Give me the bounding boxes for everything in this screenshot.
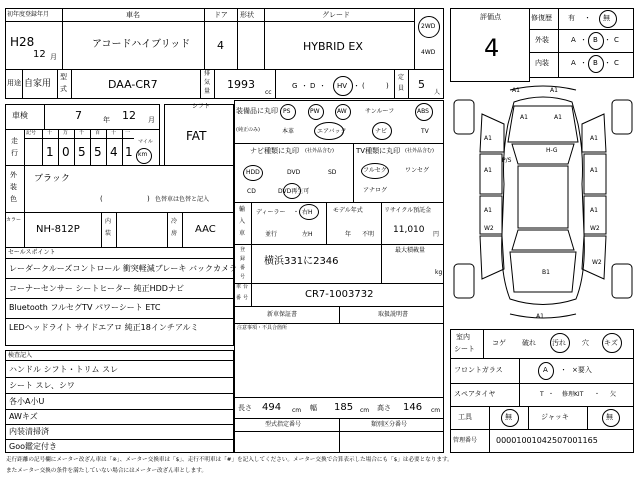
equip-sunroof: サンルーフ <box>365 108 395 115</box>
shape-label: 形状 <box>240 11 254 19</box>
mark-a1-right-door-rear: A1 <box>590 207 598 214</box>
length-cm: cm <box>292 407 302 414</box>
footer-line-1: 走行距離の記号欄にメーター改ざん車は「※」、メーター交換車は「$」、走行不明車は「#」を記入してください。メーター交換で合算表示した場合にも「$」は必要となります。 <box>6 457 453 463</box>
grade-value: HYBRID EX <box>303 40 363 53</box>
equip-ps: PS <box>283 108 291 115</box>
width-label: 幅 <box>310 404 317 412</box>
use-label: 用途 <box>7 79 21 87</box>
first-reg-month: 12 <box>33 49 46 60</box>
nav-note: (社外品含む) <box>305 148 334 154</box>
fuel-d: D <box>310 82 316 90</box>
shift-label: シフト <box>192 103 211 110</box>
model-value: DAA-CR7 <box>108 78 158 91</box>
mark-ps: P/S <box>502 157 512 164</box>
warranty-new: 新車保証書 <box>267 311 298 318</box>
import-left-h: 左H <box>302 231 313 238</box>
fuel-dot-3: ・ <box>353 82 360 90</box>
fuel-dot-1: ・ <box>301 82 308 90</box>
ext-b: B <box>593 36 598 44</box>
mark-b1-trunk: B1 <box>542 269 550 276</box>
exterior-label-3: 色 <box>10 195 17 203</box>
jack-value: 無 <box>606 413 613 421</box>
import-dealer: ディーラー <box>256 209 286 216</box>
glass-dot: ・ <box>560 366 567 374</box>
capacity: 5 <box>418 78 425 91</box>
exterior-label-2: 装 <box>10 183 17 191</box>
max-load-label: 最大積載量 <box>395 247 426 254</box>
checker-line-6: Goo鑑定付き <box>9 442 57 451</box>
import-label-3: 車 <box>239 230 246 237</box>
seat-tear: 破れ <box>522 339 536 347</box>
tools-value: 無 <box>505 413 512 421</box>
sales-points-label: セールスポイント <box>8 249 56 256</box>
width-value: 185 <box>334 402 354 413</box>
mileage-digit-4: 5 <box>94 145 102 159</box>
use-value: 自家用 <box>24 79 52 89</box>
model-year-unit: 年 <box>345 231 352 238</box>
length-value: 494 <box>262 402 282 413</box>
glass-replace: ×要入 <box>572 366 592 374</box>
cc-unit: cc <box>265 89 272 96</box>
recycle-yen: 円 <box>433 231 440 238</box>
mark-w2-rear: W2 <box>592 259 602 266</box>
door-label: ドア <box>214 11 228 19</box>
length-label: 長さ <box>238 404 252 412</box>
color-code-label: カラー <box>6 217 22 223</box>
first-reg-label: 初年度登録年月 <box>7 11 50 18</box>
equip-tv: TV <box>421 128 429 135</box>
nav-title: ナビ種類に丸印 <box>250 147 299 155</box>
ext-dot-1: ・ <box>580 36 587 44</box>
checker-line-1: ハンドル シフト・トリム スレ <box>9 365 119 374</box>
mileage-head-10man: 十 <box>47 130 53 136</box>
ext-a: A <box>571 36 576 44</box>
equipment-subtitle: (純正のみ) <box>236 127 260 133</box>
score-label: 評価点 <box>480 13 501 21</box>
disp-label-1: 排 <box>204 70 211 77</box>
displacement: 1993 <box>227 78 255 91</box>
reg-label-4: 号 <box>240 274 246 280</box>
int-a: A <box>571 59 576 67</box>
max-load-kg: kg <box>435 269 443 276</box>
inspection-month-unit: 月 <box>148 116 155 124</box>
front-glass-label: フロントガラス <box>454 366 503 374</box>
jack-label: ジャッキ <box>541 413 569 421</box>
equipment-title: 装備品に丸印 <box>236 107 278 115</box>
mark-w2-right: W2 <box>590 225 600 232</box>
exterior-label-1: 外 <box>10 171 17 179</box>
type-approval-label: 型式指定番号 <box>265 421 302 428</box>
reg-label-2: 録 <box>240 256 246 262</box>
mileage-label-1: 走 <box>11 137 18 145</box>
mgmt-value: 00001001042507001165 <box>496 436 598 445</box>
nav-dvd-play: DVD再生可 <box>278 188 310 195</box>
tv-fullseg: フルセグ <box>363 167 387 174</box>
fuel-paren-open: ( <box>362 82 365 90</box>
fuel-hv: HV <box>337 82 348 90</box>
mileage-digit-3: 5 <box>78 145 86 159</box>
chassis-label-1: 車 <box>236 284 242 290</box>
repair-dot: ・ <box>584 14 591 22</box>
mark-a1-left-fender: A1 <box>484 135 492 142</box>
ac-value: AAC <box>195 224 216 235</box>
repair-yes: 有 <box>568 14 575 22</box>
mark-a1-right-fender: A1 <box>590 135 598 142</box>
fuel-g: G <box>292 82 298 90</box>
mark-hg: H-G <box>546 147 558 154</box>
mileage-head-sen: 千 <box>79 130 85 136</box>
spare-dot-2: ・ <box>594 391 601 398</box>
width-cm: cm <box>360 407 370 414</box>
checker-line-4: AWキズ <box>9 412 38 421</box>
nav-cd: CD <box>247 188 256 195</box>
reg-number: 横浜331に2346 <box>264 256 339 267</box>
nav-dvd: DVD <box>287 169 301 176</box>
import-dot: ・ <box>293 209 300 216</box>
grade-label: グレード <box>322 11 350 19</box>
exterior-note: 色替車は色替と記入 <box>155 196 210 203</box>
model-label-2: 式 <box>60 85 67 93</box>
tv-oneseg: ワンセグ <box>405 167 430 174</box>
warranty-manual: 取扱説明書 <box>378 311 409 318</box>
import-right-h: 右H <box>302 209 313 216</box>
mark-a1-hood-left: A1 <box>520 114 528 121</box>
person-unit: 人 <box>434 89 441 96</box>
disp-label-3: 量 <box>204 88 211 95</box>
spare-kit: 修理KIT <box>562 391 584 398</box>
interior-label-2: 装 <box>105 230 112 237</box>
seat-hole: 穴 <box>582 339 589 347</box>
reg-label-3: 番 <box>240 265 246 271</box>
ext-c: C <box>614 36 619 44</box>
interior-cell <box>116 212 168 248</box>
mileage-unit-km: km <box>138 151 148 158</box>
import-label-2: 入 <box>239 218 246 225</box>
checker-line-5: 内装清掃済 <box>9 427 49 436</box>
seat-label-2: シート <box>454 345 475 353</box>
glass-a: A <box>543 366 548 374</box>
mileage-head-ichi: 一 <box>125 130 131 136</box>
equip-pw: PW <box>310 108 320 115</box>
equip-airbag: エアバック <box>317 128 347 135</box>
nav-hdd: HDD <box>246 169 260 176</box>
month-unit: 月 <box>50 53 57 61</box>
fuel-dot-2: ・ <box>319 82 326 90</box>
mileage-label-2: 行 <box>11 149 18 157</box>
inspection-label: 車検 <box>12 111 28 120</box>
disp-label-2: 気 <box>204 79 211 86</box>
int-label: 内装 <box>535 59 549 67</box>
caution-label: 注意事項・不具合箇所 <box>237 325 288 331</box>
mark-a1-front-bumper-2: A1 <box>550 87 558 94</box>
model-year-label: モデル年式 <box>333 207 363 214</box>
cap-label-2: 員 <box>398 85 405 92</box>
height-value: 146 <box>403 402 423 413</box>
sales-line-4: LEDヘッドライト サイドエアロ 純正18インチアルミ <box>9 323 199 332</box>
recycle-value: 11,010 <box>393 225 425 235</box>
tv-analog: アナログ <box>363 187 388 194</box>
equip-aw: AW <box>337 108 347 115</box>
tv-title: TV種類に丸印 <box>356 147 401 155</box>
ext-label: 外装 <box>535 36 549 44</box>
spare-t: T <box>540 391 544 398</box>
tv-note: (社外品含む) <box>405 148 434 154</box>
mileage-head-man: 万 <box>63 130 69 136</box>
inspection-year-unit: 年 <box>103 116 110 124</box>
mark-a1-left-door-front: A1 <box>484 167 492 174</box>
repair-label: 修復歴 <box>531 14 552 22</box>
int-b: B <box>593 59 598 67</box>
equip-leather: 本革 <box>282 128 295 135</box>
height-label: 高さ <box>377 404 391 412</box>
footer-line-2: またメーター交換の条件を満たしていない場合にはメーター改ざん車とします。 <box>6 468 207 474</box>
model-year-unknown: 不明 <box>362 231 375 238</box>
int-dot-1: ・ <box>580 59 587 67</box>
score-value: 4 <box>484 34 500 62</box>
reg-label-1: 登 <box>240 247 246 253</box>
inspection-cell <box>44 104 160 130</box>
checker-label: 検査記入 <box>8 352 33 359</box>
checker-line-2: シート スレ、シワ <box>9 381 75 390</box>
drive-4wd: 4WD <box>421 49 436 56</box>
exterior-color: ブラック <box>34 174 70 184</box>
mgmt-label: 管理番号 <box>453 437 478 444</box>
exterior-paren-close: ) <box>147 195 150 203</box>
spare-label: スペアタイヤ <box>454 390 496 398</box>
shift-value: FAT <box>186 129 207 143</box>
seat-burn: コゲ <box>492 339 506 347</box>
seat-label-1: 室内 <box>456 333 470 341</box>
grade-cell <box>264 8 444 70</box>
sales-line-1: レーダークルーズコントロール 衝突軽減ブレーキ バックカメラ <box>9 264 237 273</box>
repair-no: 無 <box>603 14 610 22</box>
ac-label-2: 房 <box>171 230 178 237</box>
exterior-cell <box>24 165 234 213</box>
car-name-label: 車名 <box>126 11 140 19</box>
mark-a1-hood-right: A1 <box>554 114 562 121</box>
chassis-label-4: 号 <box>243 295 249 301</box>
spare-dot-1: ・ <box>548 391 555 398</box>
nav-sd: SD <box>328 169 337 176</box>
import-label-1: 輸 <box>239 206 246 213</box>
cap-label-1: 定 <box>398 74 405 81</box>
mark-a1-front-bumper-1: A1 <box>512 87 520 94</box>
caution-cell <box>234 323 444 398</box>
chassis-label-3: 番 <box>236 295 242 301</box>
mileage-head-ju: 十 <box>111 130 117 136</box>
mileage-digit-2: 0 <box>62 145 70 159</box>
mileage-head-sign: 記号 <box>26 130 37 136</box>
color-code-value: NH-812P <box>36 224 80 235</box>
drive-2wd: 2WD <box>421 23 436 30</box>
mileage-digit-6: 1 <box>125 145 133 159</box>
ext-dot-2: ・ <box>604 36 611 44</box>
import-parallel: 並行 <box>265 231 278 238</box>
door-count: 4 <box>217 39 224 52</box>
car-damage-diagram <box>450 84 636 322</box>
exterior-paren-open: ( <box>100 195 103 203</box>
int-c: C <box>614 59 619 67</box>
mileage-digit-1: 1 <box>46 145 54 159</box>
mileage-label-cell <box>5 129 25 166</box>
inspection-month: 12 <box>122 109 136 122</box>
ac-label-1: 冷 <box>171 218 178 225</box>
height-cm: cm <box>431 407 441 414</box>
seat-scratch: キズ <box>604 339 618 347</box>
mark-w2-left: W2 <box>484 225 494 232</box>
chassis-label-2: 台 <box>243 284 249 290</box>
mark-a1-right-door-front: A1 <box>590 167 598 174</box>
first-reg-era: H28 <box>10 35 35 49</box>
model-label-1: 型 <box>60 73 67 81</box>
sales-line-3: Bluetooth フルセグTV パワーシート ETC <box>9 303 161 312</box>
car-name: アコードハイブリッド <box>92 39 191 50</box>
mileage-head-hyaku: 百 <box>95 130 101 136</box>
mileage-unit-mile: マイル <box>138 139 153 145</box>
int-dot-2: ・ <box>604 59 611 67</box>
interior-label-1: 内 <box>105 218 112 225</box>
seat-stain: 汚れ <box>552 339 566 347</box>
equip-navi: ナビ <box>375 128 388 135</box>
mark-a1-rear-bumper: A1 <box>536 313 544 320</box>
tools-label: 工具 <box>458 413 472 421</box>
sales-line-2: コーナーセンサー シートヒーター 純正HDDナビ <box>9 284 184 293</box>
checker-line-3: 各小A小U <box>9 397 45 406</box>
class-number-label: 類別区分番号 <box>371 421 408 428</box>
mileage-digit-5: 4 <box>110 145 118 159</box>
inspection-year: 7 <box>75 109 82 122</box>
equip-abs: ABS <box>417 108 429 115</box>
chassis-number: CR7-1003732 <box>305 289 374 300</box>
spare-missing: 欠 <box>610 391 617 398</box>
mark-a1-left-door-rear: A1 <box>484 207 492 214</box>
recycle-label: リサイクル預託金 <box>384 207 432 214</box>
fuel-paren-close: ) <box>386 82 389 90</box>
